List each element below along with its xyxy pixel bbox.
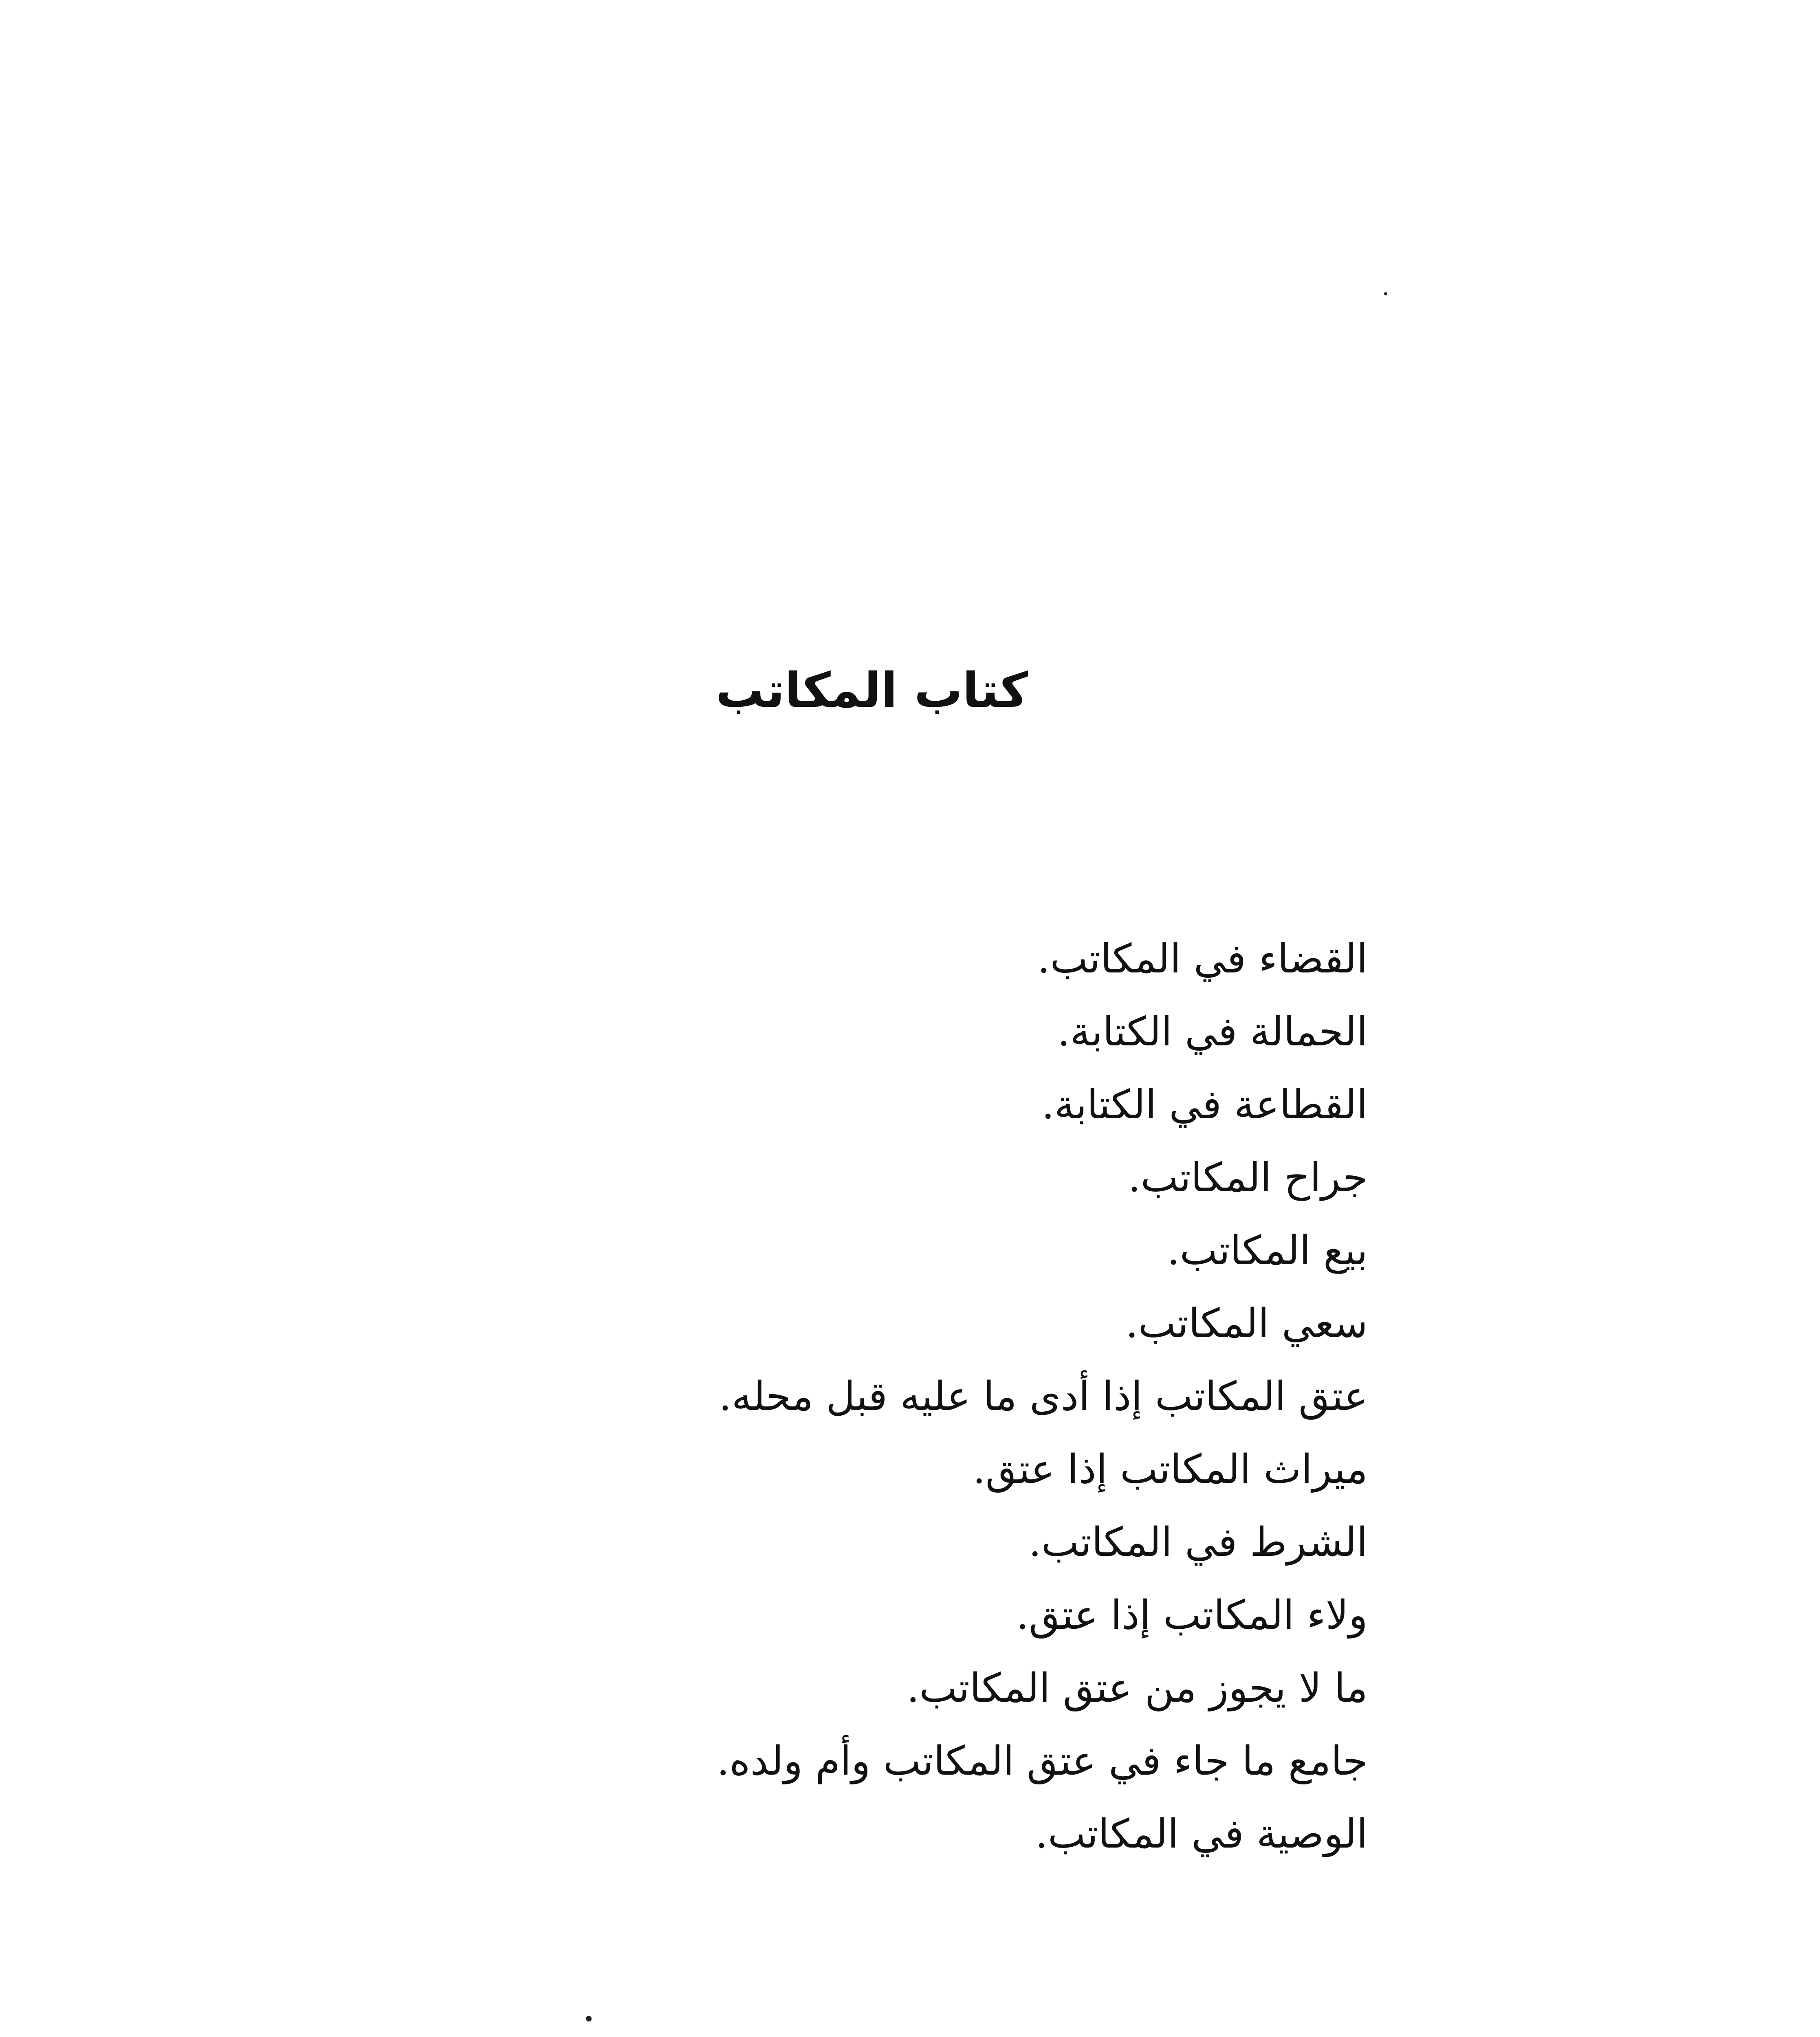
chapter-item: سعي المكاتب. — [1125, 1300, 1368, 1347]
scan-speck — [586, 2016, 592, 2022]
chapter-item: عتق المكاتب إذا أدى ما عليه قبل محله. — [719, 1373, 1368, 1420]
chapter-item: ميراث المكاتب إذا عتق. — [973, 1446, 1368, 1493]
chapter-item: ما لا يجوز من عتق المكاتب. — [907, 1665, 1368, 1711]
scan-speck — [1384, 292, 1387, 295]
chapter-item: الوصية في المكاتب. — [1035, 1811, 1368, 1857]
book-title: كتاب المكاتب — [715, 662, 1028, 719]
chapter-item: الحمالة في الكتابة. — [1057, 1009, 1368, 1055]
chapter-item: الشرط في المكاتب. — [1028, 1519, 1368, 1566]
chapter-item: بيع المكاتب. — [1167, 1227, 1368, 1274]
chapter-item: القضاء في المكاتب. — [1037, 936, 1368, 982]
chapter-item: جراح المكاتب. — [1128, 1155, 1368, 1201]
chapter-item: ولاء المكاتب إذا عتق. — [1016, 1592, 1368, 1639]
chapter-item: القطاعة في الكتابة. — [1041, 1082, 1368, 1128]
chapter-item: جامع ما جاء في عتق المكاتب وأم ولده. — [717, 1738, 1368, 1784]
chapter-list — [675, 923, 1368, 1871]
